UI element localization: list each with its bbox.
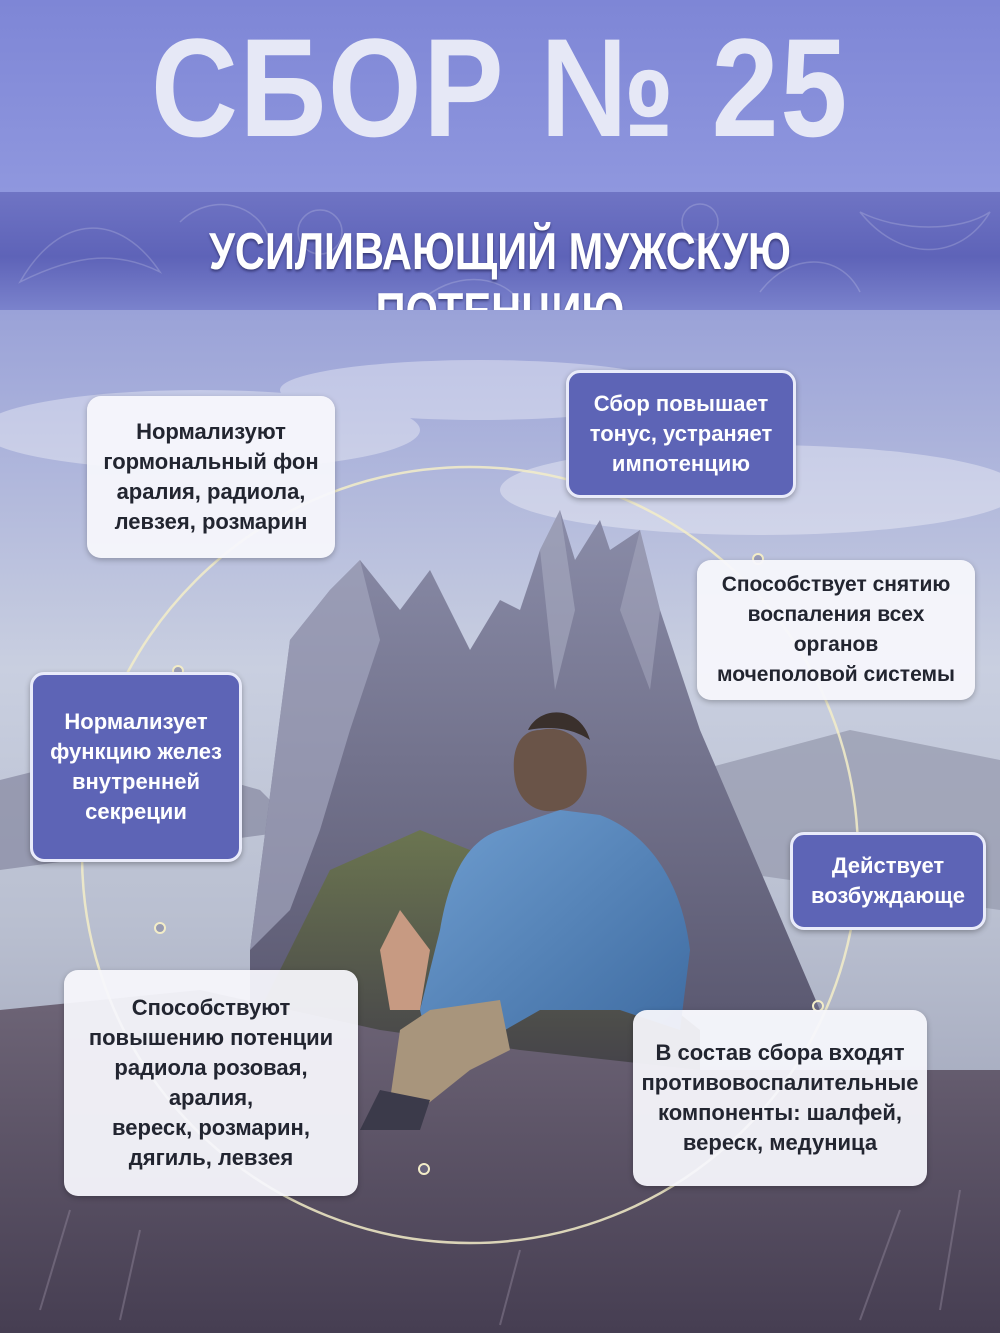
card-tonus (566, 370, 796, 498)
card-hormonal (87, 396, 335, 558)
page-title: СБОР № 25 (151, 9, 849, 166)
ring-dot (154, 922, 166, 934)
card-glands-text: Нормализует функцию желез внутренней секреции (50, 709, 222, 824)
card-glands (30, 672, 242, 862)
card-potency-text: Способствуют повышению потенции радиола розовая, аралия, вереск, розмарин, дягиль, левзея (88, 995, 334, 1170)
card-inflammation (697, 560, 975, 700)
card-arousal-text: Действует возбуждающе (811, 853, 965, 908)
mountain-scene (0, 310, 1000, 1333)
card-composition-text: В состав сбора входят противовоспалительные компоненты: шалфей, вереск, медуница (641, 1040, 919, 1155)
card-inflammation-text: Способствует снятию воспаления всех органов мочеполовой системы (717, 573, 955, 686)
subtitle: УСИЛИВАЮЩИЙ МУЖСКУЮ (209, 223, 791, 281)
card-hormonal-text: Нормализуют гормональный фон аралия, радиола, левзея, розмарин (103, 419, 319, 534)
card-arousal (790, 832, 986, 930)
card-composition (633, 1010, 927, 1186)
ring-dot (418, 1163, 430, 1175)
card-potency (64, 970, 358, 1196)
card-tonus-text: Сбор повышает тонус, устраняет импотенцию (589, 391, 773, 476)
